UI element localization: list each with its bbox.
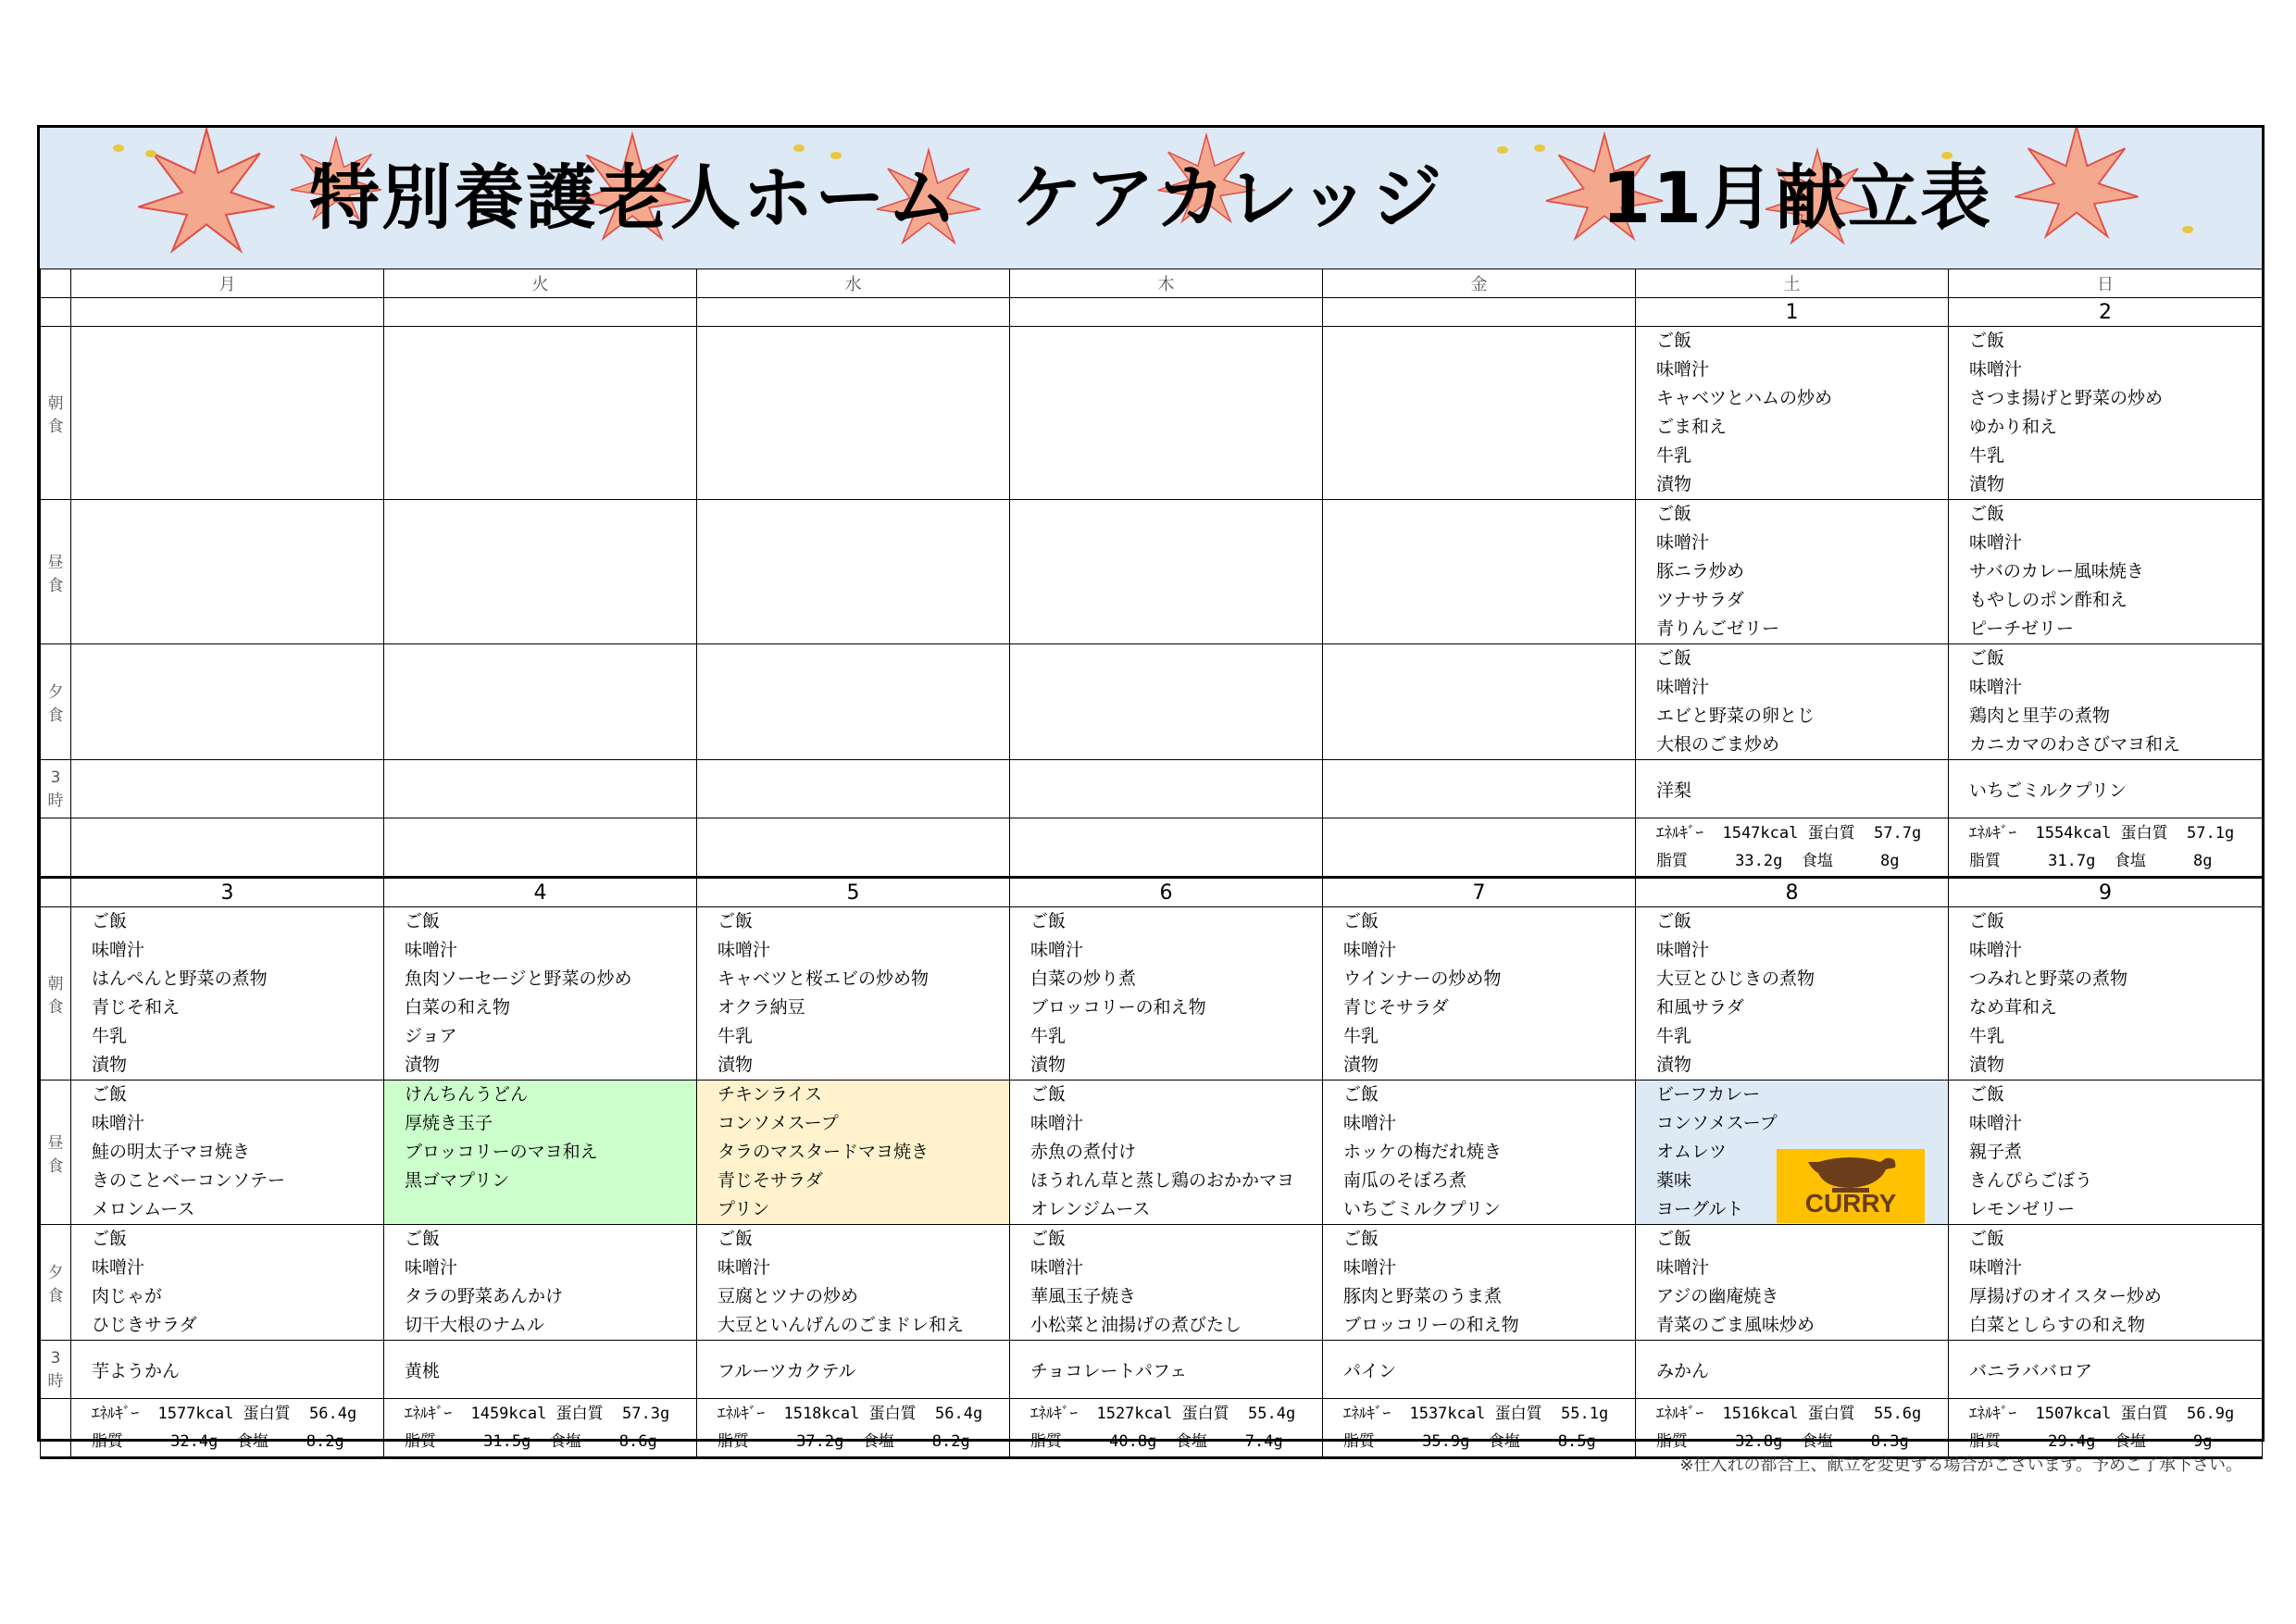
menu-item: ご飯 — [92, 1084, 128, 1105]
menu-item: 青じそサラダ — [1343, 997, 1449, 1018]
menu-item: コンソメスープ — [718, 1113, 839, 1133]
menu-cell — [1949, 644, 2263, 760]
meal-label-char: 時 — [47, 1371, 64, 1391]
menu-item: 厚焼き玉子 — [405, 1113, 493, 1133]
menu-cell — [1323, 644, 1636, 760]
menu-item: チキンライス — [718, 1084, 823, 1105]
menu-item: 漬物 — [1969, 474, 2005, 494]
menu-cell — [1949, 907, 2263, 1081]
snack-row — [41, 1341, 2263, 1399]
menu-item: きのことベーコンソテー — [92, 1170, 286, 1191]
menu-item: ご飯 — [1969, 1229, 2005, 1249]
menu-item: 味噌汁 — [1969, 940, 2023, 960]
date-row — [41, 878, 2263, 907]
menu-item: ご飯 — [1656, 504, 1692, 524]
menu-item: 豚ニラ炒め — [1656, 561, 1745, 581]
date-number — [1010, 298, 1323, 327]
menu-item: 青りんごゼリー — [1656, 618, 1780, 639]
menu-cell — [71, 327, 384, 500]
nutrition-cell: ｴﾈﾙｷﾞｰ 1577kcal 蛋白質 56.4g 脂質 32.4g 食塩 8.2g — [71, 1399, 384, 1458]
menu-item: ホッケの梅だれ焼き — [1343, 1142, 1503, 1162]
menu-item: 味噌汁 — [1030, 1257, 1084, 1278]
breakfast-row — [41, 327, 2263, 500]
menu-item: ご飯 — [1343, 1084, 1379, 1105]
menu-item: 親子煮 — [1969, 1142, 2023, 1162]
menu-item: ブロッコリーの和え物 — [1343, 1315, 1519, 1335]
nutrition-cell: ｴﾈﾙｷﾞｰ 1459kcal 蛋白質 57.3g 脂質 31.5g 食塩 8.6g — [384, 1399, 697, 1458]
menu-item: レモンゼリー — [1969, 1199, 2076, 1219]
menu-item: 白菜の和え物 — [405, 997, 511, 1018]
menu-item: ご飯 — [92, 1229, 128, 1249]
menu-item: タラの野菜あんかけ — [405, 1286, 564, 1306]
menu-item: 牛乳 — [1969, 445, 2005, 466]
menu-item: キャベツと桜エビの炒め物 — [718, 968, 930, 989]
menu-cell — [1636, 1081, 1949, 1225]
menu-cell — [384, 500, 697, 644]
menu-item: 漬物 — [405, 1055, 441, 1075]
menu-item: ほうれん草と蒸し鶏のおかかマヨ — [1030, 1170, 1295, 1191]
meal-label-char: 時 — [47, 791, 64, 810]
menu-item: ご飯 — [1030, 911, 1067, 931]
menu-item: 味噌汁 — [1343, 940, 1397, 960]
meal-label-char: 昼 — [47, 553, 64, 572]
meal-label-char: 食 — [47, 998, 64, 1017]
nutrition-cell: ｴﾈﾙｷﾞｰ 1507kcal 蛋白質 56.9g 脂質 29.4g 食塩 9g — [1949, 1399, 2263, 1458]
menu-cell — [71, 1225, 384, 1341]
menu-item: 味噌汁 — [718, 1257, 771, 1278]
nutrition-cell: ｴﾈﾙｷﾞｰ 1516kcal 蛋白質 55.6g 脂質 32.8g 食塩 8.3g — [1636, 1399, 1949, 1458]
menu-cell — [1323, 1081, 1636, 1225]
menu-cell — [1949, 500, 2263, 644]
date-number: 7 — [1323, 878, 1636, 907]
menu-item: ジョア — [405, 1026, 457, 1046]
menu-item: ビーフカレー — [1656, 1084, 1761, 1105]
menu-item: オクラ納豆 — [718, 997, 805, 1018]
dinner-row — [41, 1225, 2263, 1341]
side-cell — [41, 298, 71, 327]
snack-cell: チョコレートパフェ — [1010, 1341, 1323, 1399]
breakfast-label — [41, 327, 71, 500]
date-number: 2 — [1949, 298, 2263, 327]
menu-cell — [1323, 907, 1636, 1081]
lunch-row — [41, 500, 2263, 644]
curry-label: CURRY — [1804, 1189, 1897, 1218]
menu-item: ご飯 — [718, 1229, 754, 1249]
title-banner — [40, 128, 2262, 269]
menu-item: カニカマのわさびマヨ和え — [1969, 734, 2181, 755]
menu-item: 漬物 — [1969, 1055, 2005, 1075]
menu-item: オレンジムース — [1030, 1199, 1151, 1219]
breakfast-row — [41, 907, 2263, 1081]
menu-item: ご飯 — [1969, 1084, 2005, 1105]
menu-item: 味噌汁 — [92, 1113, 145, 1133]
menu-item: 牛乳 — [718, 1026, 754, 1046]
nutrition-cell: ｴﾈﾙｷﾞｰ 1527kcal 蛋白質 55.4g 脂質 40.8g 食塩 7.4g — [1010, 1399, 1323, 1458]
menu-item: キャベツとハムの炒め — [1656, 388, 1833, 408]
menu-item: 味噌汁 — [1969, 1257, 2023, 1278]
menu-item: いちごミルクプリン — [1343, 1199, 1501, 1219]
menu-cell — [697, 1225, 1010, 1341]
menu-item: 小松菜と油揚げの煮びたし — [1030, 1315, 1242, 1335]
menu-cell — [1010, 907, 1323, 1081]
menu-item: 魚肉ソーセージと野菜の炒め — [405, 968, 632, 989]
nutrition-cell: ｴﾈﾙｷﾞｰ 1537kcal 蛋白質 55.1g 脂質 35.9g 食塩 8.5g — [1323, 1399, 1636, 1458]
menu-cell — [71, 644, 384, 760]
menu-item: 白菜としらすの和え物 — [1969, 1315, 2146, 1335]
menu-item: 味噌汁 — [718, 940, 771, 960]
menu-item: 大根のごま炒め — [1656, 734, 1780, 755]
nutrition-cell: ｴﾈﾙｷﾞｰ 1554kcal 蛋白質 57.1g 脂質 31.7g 食塩 8g — [1949, 818, 2263, 878]
menu-item: 味噌汁 — [1656, 940, 1710, 960]
menu-item: ご飯 — [1343, 911, 1379, 931]
menu-item: 青じそ和え — [92, 997, 181, 1018]
meal-label-char: 食 — [47, 418, 64, 436]
menu-item: 青菜のごま風味炒め — [1656, 1315, 1816, 1335]
menu-item: ご飯 — [1656, 911, 1692, 931]
menu-item: 大豆とひじきの煮物 — [1656, 968, 1816, 989]
menu-item: ご飯 — [718, 911, 754, 931]
snack-cell: 洋梨 — [1636, 760, 1949, 818]
side-cell — [41, 818, 71, 878]
menu-item: メロンムース — [92, 1199, 195, 1219]
menu-item: つみれと野菜の煮物 — [1969, 968, 2128, 989]
menu-item: 鮭の明太子マヨ焼き — [92, 1142, 251, 1162]
snack-cell: みかん — [1636, 1341, 1949, 1399]
menu-item: エビと野菜の卵とじ — [1656, 706, 1816, 726]
menu-item: 牛乳 — [92, 1026, 128, 1046]
menu-item: ゆかり和え — [1969, 417, 2058, 437]
menu-item: 豆腐とツナの炒め — [718, 1286, 859, 1306]
menu-cell — [1636, 327, 1949, 500]
dinner-label — [41, 1225, 71, 1341]
menu-item: ピーチゼリー — [1969, 618, 2074, 639]
weekday-header-row — [41, 269, 2263, 298]
menu-item: 味噌汁 — [1656, 677, 1710, 697]
weekday-label: 土 — [1636, 269, 1949, 298]
menu-item: きんぴらごぼう — [1969, 1170, 2093, 1191]
side-cell — [41, 878, 71, 907]
menu-item: 味噌汁 — [1656, 359, 1710, 380]
menu-cell — [697, 1081, 1010, 1225]
meal-label-char: 食 — [47, 1156, 64, 1176]
menu-item: はんぺんと野菜の煮物 — [92, 968, 268, 989]
menu-cell — [1323, 327, 1636, 500]
menu-item: ご飯 — [405, 911, 441, 931]
meal-label-char: 夕 — [47, 1264, 64, 1282]
menu-item: さつま揚げと野菜の炒め — [1969, 388, 2164, 408]
dinner-row — [41, 644, 2263, 760]
menu-cell — [1010, 644, 1323, 760]
menu-item: 牛乳 — [1656, 1026, 1692, 1046]
menu-item: ごま和え — [1656, 417, 1728, 437]
snack-cell: バニラババロア — [1949, 1341, 2263, 1399]
menu-item: 味噌汁 — [92, 1257, 145, 1278]
weekday-label: 金 — [1323, 269, 1636, 298]
menu-item: 味噌汁 — [1030, 940, 1084, 960]
menu-item: なめ茸和え — [1969, 997, 2058, 1018]
weekday-label: 月 — [71, 269, 384, 298]
menu-cell — [1010, 1225, 1323, 1341]
menu-item: 味噌汁 — [1030, 1113, 1084, 1133]
date-number — [384, 298, 697, 327]
date-number: 9 — [1949, 878, 2263, 907]
menu-item: 味噌汁 — [1969, 677, 2023, 697]
menu-item: 厚揚げのオイスター炒め — [1969, 1286, 2162, 1306]
menu-item: 牛乳 — [1343, 1026, 1379, 1046]
lunch-label — [41, 500, 71, 644]
menu-item: ウインナーの炒め物 — [1343, 968, 1502, 989]
snack-cell — [71, 760, 384, 818]
nutrition-cell — [384, 818, 697, 878]
menu-cell — [71, 500, 384, 644]
menu-item: 黒ゴマプリン — [405, 1170, 510, 1191]
menu-item: 味噌汁 — [1656, 1257, 1710, 1278]
menu-item: ご飯 — [405, 1229, 441, 1249]
menu-item: ブロッコリーの和え物 — [1030, 997, 1206, 1018]
menu-cell — [697, 644, 1010, 760]
nutrition-cell — [71, 818, 384, 878]
menu-cell — [71, 907, 384, 1081]
menu-table — [40, 269, 2263, 1459]
menu-item: 牛乳 — [1030, 1026, 1067, 1046]
menu-item: タラのマスタードマヨ焼き — [718, 1142, 930, 1162]
date-number: 1 — [1636, 298, 1949, 327]
snack-cell — [1010, 760, 1323, 818]
menu-cell — [71, 1081, 384, 1225]
meal-label-char: 食 — [47, 1287, 64, 1305]
menu-cell — [384, 327, 697, 500]
menu-cell — [384, 1081, 697, 1225]
date-row — [41, 298, 2263, 327]
snack-cell: いちごミルクプリン — [1949, 760, 2263, 818]
menu-item: ご飯 — [1656, 1229, 1692, 1249]
menu-item: ご飯 — [1656, 331, 1692, 351]
menu-item: オムレツ — [1656, 1142, 1728, 1162]
menu-cell — [1949, 327, 2263, 500]
snack-cell — [697, 760, 1010, 818]
menu-item: けんちんうどん — [405, 1084, 529, 1105]
weekday-label: 水 — [697, 269, 1010, 298]
nutrition-cell — [1323, 818, 1636, 878]
menu-cell — [1636, 644, 1949, 760]
snack-cell: パイン — [1323, 1341, 1636, 1399]
menu-item: ひじきサラダ — [92, 1315, 197, 1335]
menu-item: 白菜の炒り煮 — [1030, 968, 1137, 989]
menu-cell — [1636, 907, 1949, 1081]
meal-label-char: 朝 — [47, 394, 64, 413]
menu-item: ツナサラダ — [1656, 590, 1744, 610]
menu-item: ご飯 — [1969, 648, 2005, 668]
menu-item: サバのカレー風味焼き — [1969, 561, 2144, 581]
nutrition-row — [41, 818, 2263, 878]
menu-item: 赤魚の煮付け — [1030, 1142, 1137, 1162]
menu-cell — [1010, 500, 1323, 644]
menu-item: 味噌汁 — [1343, 1257, 1397, 1278]
menu-item: 味噌汁 — [1969, 359, 2023, 380]
menu-item: ご飯 — [1969, 911, 2005, 931]
menu-item: ご飯 — [92, 911, 128, 931]
menu-item: 牛乳 — [1656, 445, 1692, 466]
menu-item: 味噌汁 — [1343, 1113, 1397, 1133]
date-number: 4 — [384, 878, 697, 907]
weekday-label: 火 — [384, 269, 697, 298]
date-number — [697, 298, 1010, 327]
meal-label-char: 夕 — [47, 683, 64, 702]
menu-item: プリン — [718, 1199, 770, 1219]
menu-item: 漬物 — [1343, 1055, 1379, 1075]
snack-cell — [384, 760, 697, 818]
menu-cell — [1010, 1081, 1323, 1225]
menu-item: 漬物 — [718, 1055, 754, 1075]
menu-item: 味噌汁 — [1969, 532, 2023, 553]
curry-badge — [1777, 1149, 1925, 1223]
snack-row — [41, 760, 2263, 818]
menu-item: 大豆といんげんのごまドレ和え — [718, 1315, 965, 1335]
meal-label-char: 食 — [47, 706, 64, 725]
menu-cell — [697, 327, 1010, 500]
menu-item: もやしのポン酢和え — [1969, 590, 2128, 610]
menu-cell — [697, 907, 1010, 1081]
menu-cell — [1949, 1225, 2263, 1341]
menu-item: ご飯 — [1656, 648, 1692, 668]
snack-label — [41, 1341, 71, 1399]
breakfast-label — [41, 907, 71, 1081]
lunch-label — [41, 1081, 71, 1225]
menu-cell — [1010, 327, 1323, 500]
menu-item: ご飯 — [1030, 1229, 1067, 1249]
menu-cell — [384, 907, 697, 1081]
menu-item: 漬物 — [1030, 1055, 1067, 1075]
menu-item: 味噌汁 — [92, 940, 145, 960]
menu-item: 牛乳 — [1969, 1026, 2005, 1046]
menu-item: ご飯 — [1969, 504, 2005, 524]
page-title: 特別養護老人ホーム ケアカレッジ 11月献立表 — [309, 156, 1992, 239]
date-number: 8 — [1636, 878, 1949, 907]
date-number: 5 — [697, 878, 1010, 907]
menu-cell — [1636, 500, 1949, 644]
menu-item: 漬物 — [1656, 474, 1692, 494]
corner-cell — [41, 269, 71, 298]
date-number: 3 — [71, 878, 384, 907]
weekday-label: 木 — [1010, 269, 1323, 298]
menu-item: 漬物 — [92, 1055, 128, 1075]
meal-label-char: 昼 — [47, 1133, 64, 1153]
menu-item: 鶏肉と里芋の煮物 — [1969, 706, 2111, 726]
menu-item: 味噌汁 — [1656, 532, 1710, 553]
menu-item: 味噌汁 — [405, 1257, 458, 1278]
nutrition-cell: ｴﾈﾙｷﾞｰ 1547kcal 蛋白質 57.7g 脂質 33.2g 食塩 8g — [1636, 818, 1949, 878]
menu-item: ヨーグルト — [1656, 1199, 1744, 1219]
snack-cell: 黄桃 — [384, 1341, 697, 1399]
menu-item: 華風玉子焼き — [1030, 1286, 1137, 1306]
menu-item: 味噌汁 — [405, 940, 458, 960]
menu-item: 漬物 — [1656, 1055, 1692, 1075]
menu-cell — [1636, 1225, 1949, 1341]
menu-item: 味噌汁 — [1969, 1113, 2023, 1133]
menu-item: ご飯 — [1030, 1084, 1067, 1105]
menu-item: 南瓜のそぼろ煮 — [1343, 1170, 1467, 1191]
menu-item: 豚肉と野菜のうま煮 — [1343, 1286, 1503, 1306]
menu-cell — [384, 1225, 697, 1341]
snack-cell — [1323, 760, 1636, 818]
menu-cell — [384, 644, 697, 760]
snack-cell: フルーツカクテル — [697, 1341, 1010, 1399]
menu-item: 青じそサラダ — [718, 1170, 823, 1191]
date-number — [1323, 298, 1636, 327]
footnote: ※仕入れの都合上、献立を変更する場合がございます。予めご了承下さい。 — [1679, 1455, 2242, 1475]
lunch-row — [41, 1081, 2263, 1225]
nutrition-row — [41, 1399, 2263, 1458]
snack-label — [41, 760, 71, 818]
menu-item: コンソメスープ — [1656, 1113, 1778, 1133]
menu-item: ブロッコリーのマヨ和え — [405, 1142, 598, 1162]
menu-item: ご飯 — [1969, 331, 2005, 351]
meal-label-char: 3 — [50, 1348, 61, 1368]
side-cell — [41, 1399, 71, 1458]
date-number — [71, 298, 384, 327]
menu-item: ご飯 — [1343, 1229, 1379, 1249]
date-number: 6 — [1010, 878, 1323, 907]
menu-item: 肉じゃが — [92, 1286, 163, 1306]
nutrition-cell — [1010, 818, 1323, 878]
menu-item: アジの幽庵焼き — [1656, 1286, 1779, 1306]
menu-cell — [1949, 1081, 2263, 1225]
meal-label-char: 朝 — [47, 975, 64, 993]
menu-item: 切干大根のナムル — [405, 1315, 545, 1335]
menu-sheet — [37, 125, 2265, 1451]
nutrition-cell — [697, 818, 1010, 878]
meal-label-char: 食 — [47, 576, 64, 595]
menu-item: 薬味 — [1656, 1170, 1692, 1191]
menu-item: 和風サラダ — [1656, 997, 1744, 1018]
menu-cell — [697, 500, 1010, 644]
snack-cell: 芋ようかん — [71, 1341, 384, 1399]
nutrition-cell: ｴﾈﾙｷﾞｰ 1518kcal 蛋白質 56.4g 脂質 37.2g 食塩 8.2g — [697, 1399, 1010, 1458]
dinner-label — [41, 644, 71, 760]
weekday-label: 日 — [1949, 269, 2263, 298]
meal-label-char: 3 — [50, 768, 61, 787]
menu-cell — [1323, 1225, 1636, 1341]
menu-cell — [1323, 500, 1636, 644]
